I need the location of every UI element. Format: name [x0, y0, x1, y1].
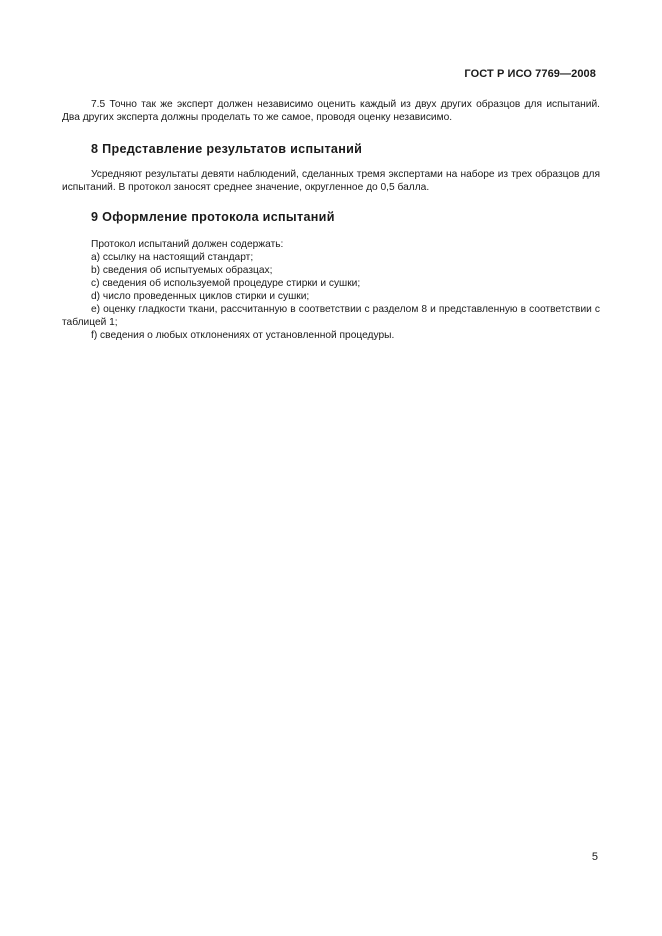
section-8-text: Усредняют результаты девяти наблюдений, сделанных тремя экспертами на наборе из трех образцов для испытаний. В протокол заносят среднее значение, округленное до 0,5 балла.	[62, 169, 600, 193]
list-item: a) ссылку на настоящий стандарт;	[91, 252, 254, 263]
section-8-heading: 8 Представление результатов испытаний	[91, 142, 363, 156]
list-item: e) оценку гладкости ткани, рассчитанную в соответствии с разделом 8 и представленную в соответствии с таблицей 1;	[62, 304, 600, 328]
list-item: d) число проведенных циклов стирки и сушки;	[91, 291, 310, 302]
document-header: ГОСТ Р ИСО 7769—2008	[464, 68, 596, 80]
clause-7-5: 7.5 Точно так же эксперт должен независимо оценить каждый из двух других образцов для испытаний. Два других эксперта должны проделать то же самое, проводя оценку независимо.	[62, 99, 600, 123]
report-contents-list	[62, 251, 600, 342]
list-item: b) сведения об испытуемых образцах;	[91, 265, 273, 276]
page-number: 5	[591, 851, 598, 863]
list-item: f) сведения о любых отклонениях от установленной процедуры.	[91, 330, 395, 341]
section-9-heading: 9 Оформление протокола испытаний	[91, 210, 335, 224]
section-9-intro: Протокол испытаний должен содержать:	[91, 239, 284, 250]
document-body	[62, 98, 600, 342]
list-item: c) сведения об используемой процедуре стирки и сушки;	[91, 278, 361, 289]
